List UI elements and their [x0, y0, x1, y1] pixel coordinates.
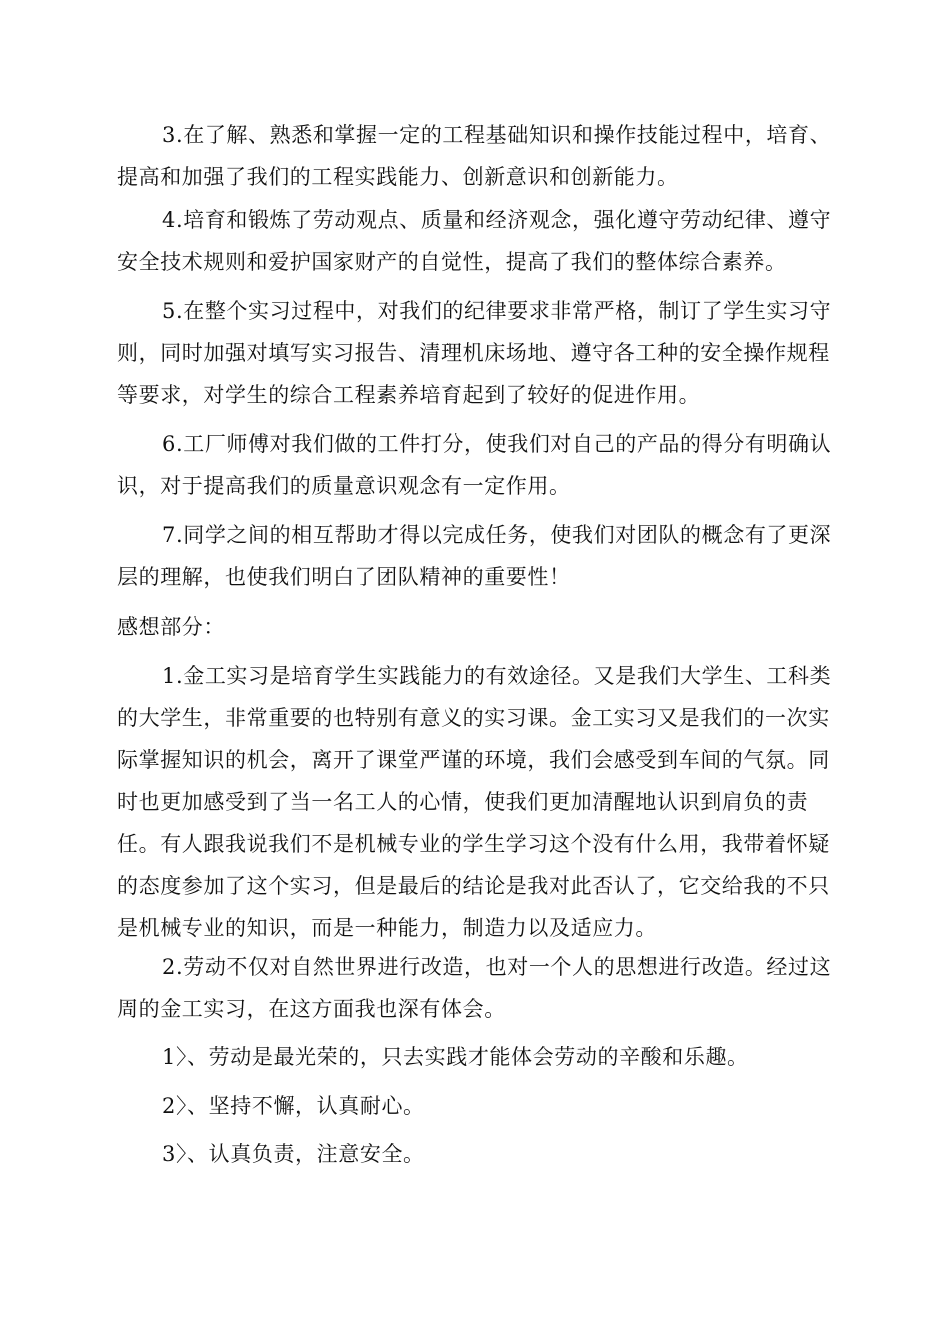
- paragraph-item-4: 4.培育和锻炼了劳动观点、质量和经济观念，强化遵守劳动纪律、遵守安全技术规则和爱护国家财产的自觉性，提高了我们的整体综合素养。: [117, 208, 832, 274]
- sub-item-3: 3〉、认真负责，注意安全。: [162, 1142, 425, 1166]
- reflection-item-2: 2.劳动不仅对自然世界进行改造，也对一个人的思想进行改造。经过这周的金工实习，在这方面我也深有体会。: [117, 955, 832, 1021]
- paragraph-item-3: 3.在了解、熟悉和掌握一定的工程基础知识和操作技能过程中，培育、提高和加强了我们的工程实践能力、创新意识和创新能力。: [117, 123, 832, 189]
- sub-item-2: 2〉、坚持不懈，认真耐心。: [162, 1094, 425, 1118]
- paragraph-item-5: 5.在整个实习过程中，对我们的纪律要求非常严格，制订了学生实习守则，同时加强对填写实习报告、清理机床场地、遵守各工种的安全操作规程等要求，对学生的综合工程素养培育起到了较好的促进作用。: [117, 299, 832, 407]
- reflection-item-1: 1.金工实习是培育学生实践能力的有效途径。又是我们大学生、工科类的大学生，非常重要的也特别有意义的实习课。金工实习又是我们的一次实际掌握知识的机会，离开了课堂严谨的环境，我们会感受到车间的气氛。同时也更加感受到了当一名工人的心情，使我们更加清醒地认识到肩负的责任。有人跟我说我们不是机械专业的学生学习这个没有什么用，我带着怀疑的态度参加了这个实习，但是最后的结论是我对此否认了，它交给我的不只是机械专业的知识，而是一种能力，制造力以及适应力。: [117, 664, 832, 940]
- paragraph-item-6: 6.工厂师傅对我们做的工件打分，使我们对自己的产品的得分有明确认识，对于提高我们的质量意识观念有一定作用。: [117, 432, 832, 498]
- section-heading: 感想部分：: [117, 615, 225, 639]
- sub-item-1: 1〉、劳动是最光荣的，只去实践才能体会劳动的辛酸和乐趣。: [162, 1045, 749, 1069]
- paragraph-item-7: 7.同学之间的相互帮助才得以完成任务，使我们对团队的概念有了更深层的理解，也使我们明白了团队精神的重要性！: [117, 523, 832, 589]
